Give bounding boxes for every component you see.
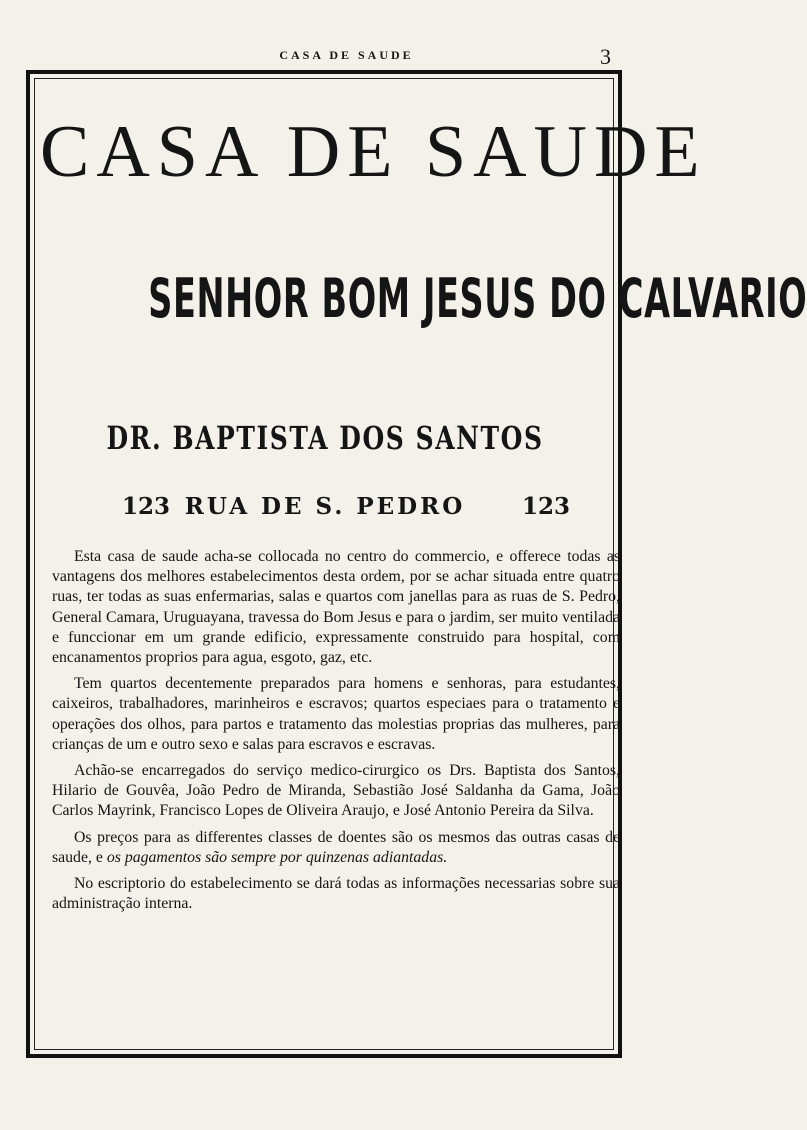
address-number-right: 123 [521,493,570,520]
paragraph-office: No escriptorio do estabelecimento se dará todas as informações necessarias sobre sua administração interna. [52,875,620,913]
paragraph-rooms: Tem quartos decentemente preparados para homens e senhoras, para estudantes, caixeiros, trabalhadores, marinheiros e escravos; quartos especiaes para o tratamento e operações dos olhos, para partos e tratamento das molestias proprias das mulheres, para crianças de um e outro sexo e salas para escravos e escravas. [52,675,620,753]
ad-title-casa-de-saude: CASA DE SAUDE [40,111,707,193]
prices-text: Os preços para as differentes classes de doentes são os mesmos das outras casas de saude, e [52,828,620,866]
ad-title-senhor-bom-jesus: SENHOR BOM JESUS DO CALVARIO [148,267,807,330]
running-title: CASA DE SAUDE [279,48,414,62]
address-street: RUA DE S. PEDRO [184,493,466,520]
ad-title-doctor: DR. BAPTISTA DOS SANTOS [106,419,544,457]
page-number: 3 [600,44,611,69]
paragraph-doctors: Achão-se encarregados do serviço medico-cirurgico os Drs. Baptista dos Santos, Hilario de Gouvêa, João Pedro de Miranda, Sebastião José Saldanha da Gama, João Carlos Mayrink, Francisco Lopes de Oliveira Araujo, e José Antonio Pereira da Silva. [52,762,620,820]
running-head [0,44,693,68]
paragraph-location: Esta casa de saude acha-se collocada no centro do commercio, e offerece todas as vantagens dos melhores estabelecimentos desta ordem, por se achar situada entre quatro ruas, ter todas as suas enfermarias, salas e quartos com janellas para as ruas de S. Pedro, General Camara, Uruguayana, travessa do Bom Jesus e para o jardim, ser muito ventilada e funccionar em um grande edificio, expressamente construido para hospital, com encanamentos proprios para agua, esgoto, gaz, etc. [52,548,620,667]
prices-italic-text: os pagamentos são sempre por quinzenas adiantadas. [106,848,448,866]
address-number-left: 123 [122,493,171,520]
ad-body [52,547,620,920]
ad-address [40,490,610,524]
paragraph-prices [52,828,620,868]
